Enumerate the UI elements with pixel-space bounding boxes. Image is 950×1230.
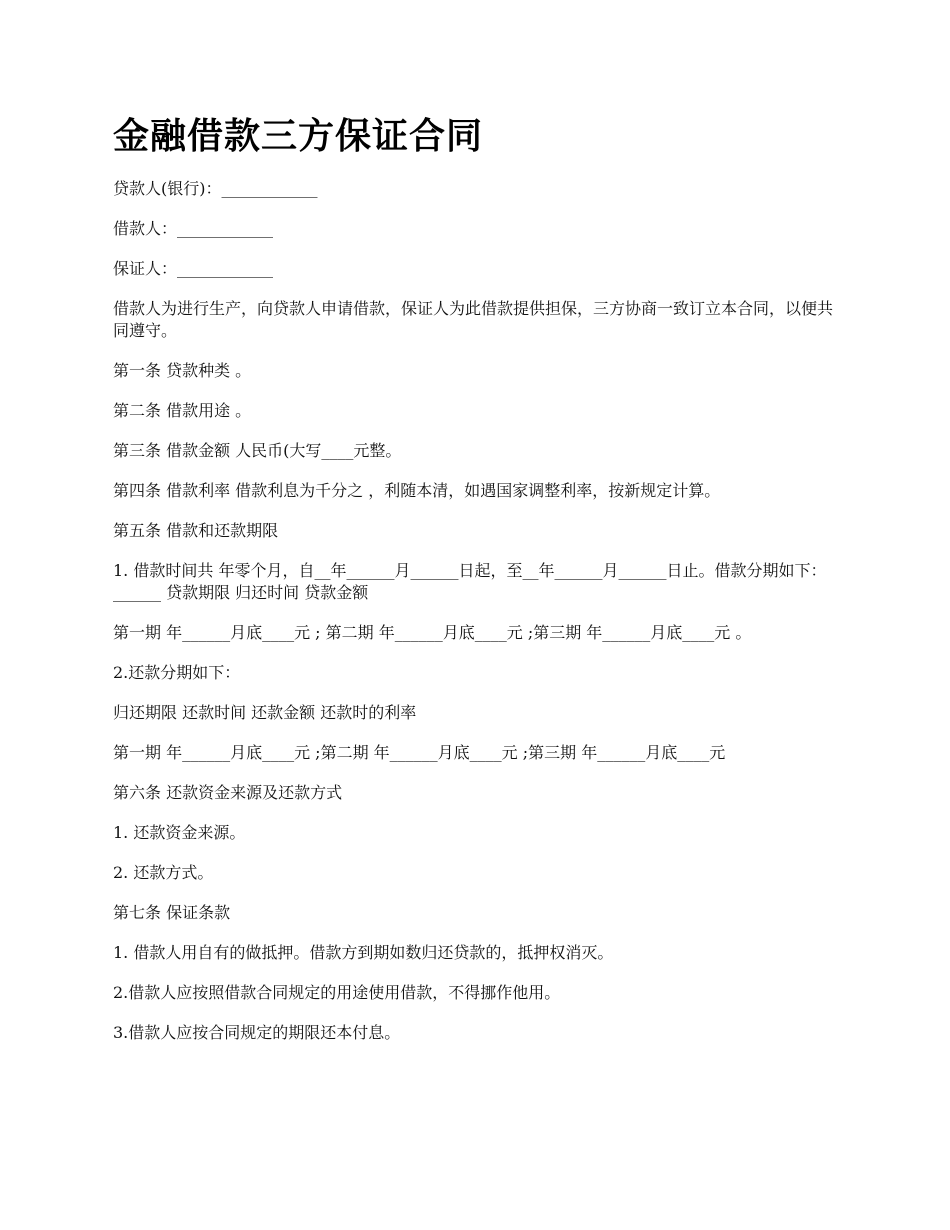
article-3: 第三条 借款金额 人民币(大写____元整。 bbox=[113, 441, 402, 460]
article-7-heading: 第七条 保证条款 bbox=[113, 903, 231, 922]
document-title: 金融借款三方保证合同 bbox=[113, 115, 484, 157]
article-7-item-1: 1. 借款人用自有的做抵押。借款方到期如数归还贷款的，抵押权消灭。 bbox=[113, 943, 614, 962]
article-6-item-2: 2. 还款方式。 bbox=[113, 863, 214, 882]
repayment-columns-line: 归还期限 还款时间 还款金额 还款时的利率 bbox=[113, 703, 417, 722]
lender-line: 贷款人(银行)：____________ bbox=[113, 179, 318, 198]
article-1: 第一条 贷款种类 。 bbox=[113, 361, 252, 380]
guarantor-line: 保证人：____________ bbox=[113, 259, 274, 278]
article-4: 第四条 借款利率 借款利息为千分之 ，利随本清，如遇国家调整利率，按新规定计算。 bbox=[113, 481, 721, 500]
article-6-heading: 第六条 还款资金来源及还款方式 bbox=[113, 783, 343, 802]
borrower-line: 借款人：____________ bbox=[113, 219, 274, 238]
repayment-installments-line: 第一期 年______月底____元 ;第二期 年______月底____元 ;第三期 年______月底____元 bbox=[113, 743, 726, 762]
document-page bbox=[113, 112, 843, 1062]
article-5-item-2: 2.还款分期如下： bbox=[113, 663, 241, 682]
article-2: 第二条 借款用途 。 bbox=[113, 401, 252, 420]
article-7-item-2: 2.借款人应按照借款合同规定的用途使用借款，不得挪作他用。 bbox=[113, 983, 561, 1002]
article-5-item-1: 1. 借款时间共 年零个月，自__年______月______日起，至__年______月______日止。借款分期如下：______ 贷款期限 归还时间 贷款金额 bbox=[113, 561, 827, 602]
preamble-paragraph: 借款人为进行生产，向贷款人申请借款，保证人为此借款提供担保，三方协商一致订立本合同，以便共同遵守。 bbox=[113, 299, 834, 340]
loan-installments-line: 第一期 年______月底____元 ; 第二期 年______月底____元 ;第三期 年______月底____元 。 bbox=[113, 623, 752, 642]
article-6-item-1: 1. 还款资金来源。 bbox=[113, 823, 246, 842]
article-5-heading: 第五条 借款和还款期限 bbox=[113, 521, 279, 540]
article-7-item-3: 3.借款人应按合同规定的期限还本付息。 bbox=[113, 1023, 401, 1042]
